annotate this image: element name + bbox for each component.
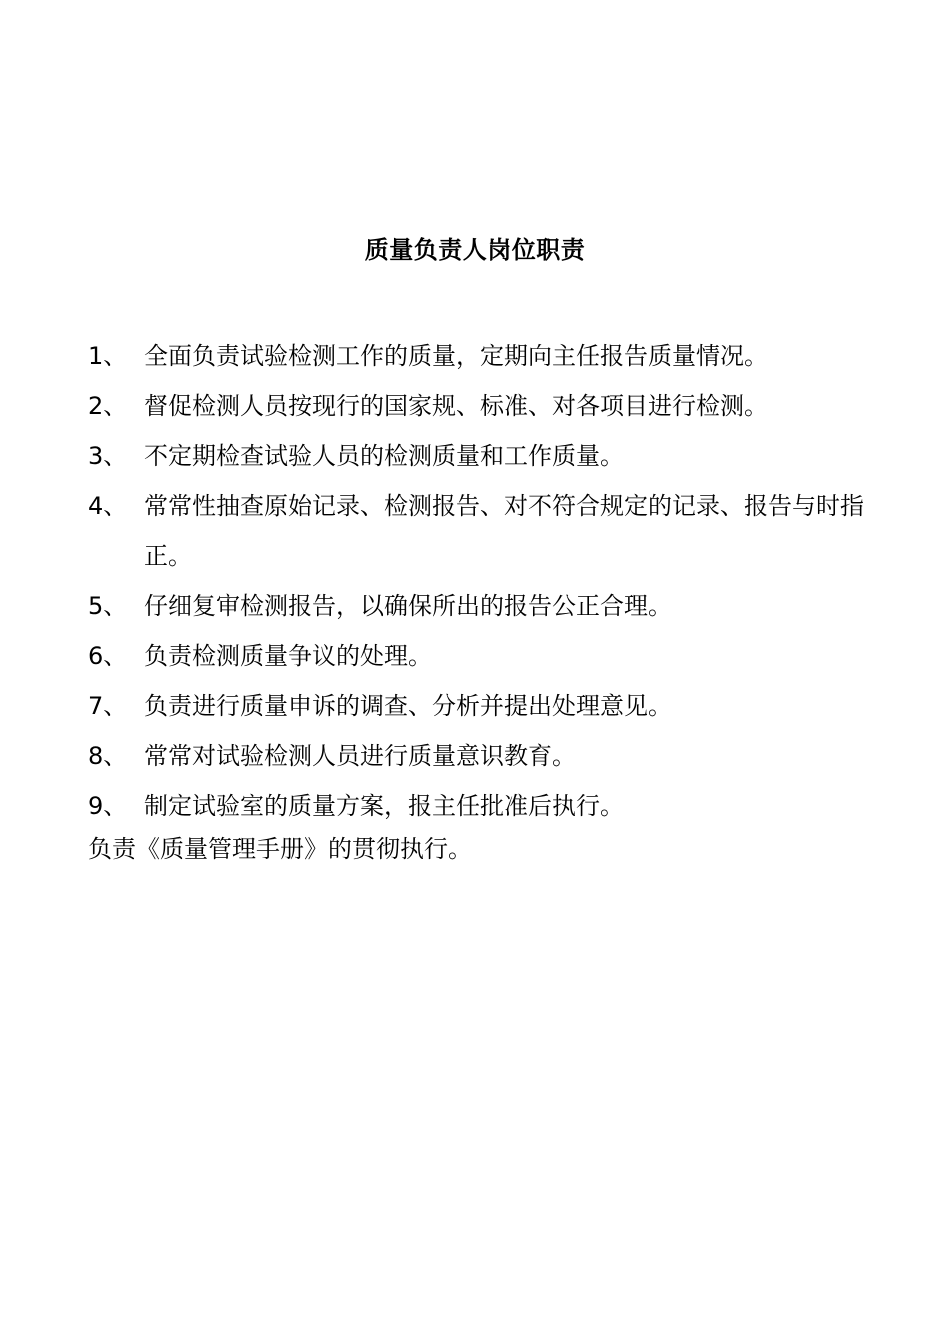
- duty-list: [88, 331, 878, 831]
- list-item: [88, 631, 878, 681]
- item-text: 仔细复审检测报告，以确保所出的报告公正合理。: [144, 592, 672, 620]
- list-item: [88, 731, 878, 781]
- list-item: [88, 431, 878, 481]
- item-text: 督促检测人员按现行的国家规、标准、对各项目进行检测。: [144, 392, 768, 420]
- list-item: [88, 381, 878, 431]
- item-text: 常常性抽查原始记录、检测报告、对不符合规定的记录、报告与时指正。: [144, 492, 864, 570]
- list-item: [88, 581, 878, 631]
- list-item: [88, 681, 878, 731]
- closing-statement: 负责《质量管理手册》的贯彻执行。: [88, 835, 472, 863]
- item-number: 1、: [88, 342, 128, 370]
- item-text: 不定期检查试验人员的检测质量和工作质量。: [144, 442, 624, 470]
- item-number: 8、: [88, 742, 128, 770]
- item-number: 3、: [88, 442, 128, 470]
- item-text: 负责检测质量争议的处理。: [144, 642, 432, 670]
- item-number: 2、: [88, 392, 128, 420]
- item-text: 全面负责试验检测工作的质量，定期向主任报告质量情况。: [144, 342, 768, 370]
- item-text: 制定试验室的质量方案，报主任批准后执行。: [144, 792, 624, 820]
- list-item: [88, 481, 878, 581]
- item-number: 5、: [88, 592, 128, 620]
- item-text: 常常对试验检测人员进行质量意识教育。: [144, 742, 576, 770]
- item-number: 7、: [88, 692, 128, 720]
- list-item: [88, 331, 878, 381]
- item-number: 9、: [88, 792, 128, 820]
- page-title: 质量负责人岗位职责: [364, 236, 586, 264]
- item-number: 4、: [88, 492, 128, 520]
- item-text: 负责进行质量申诉的调查、分析并提出处理意见。: [144, 692, 672, 720]
- item-number: 6、: [88, 642, 128, 670]
